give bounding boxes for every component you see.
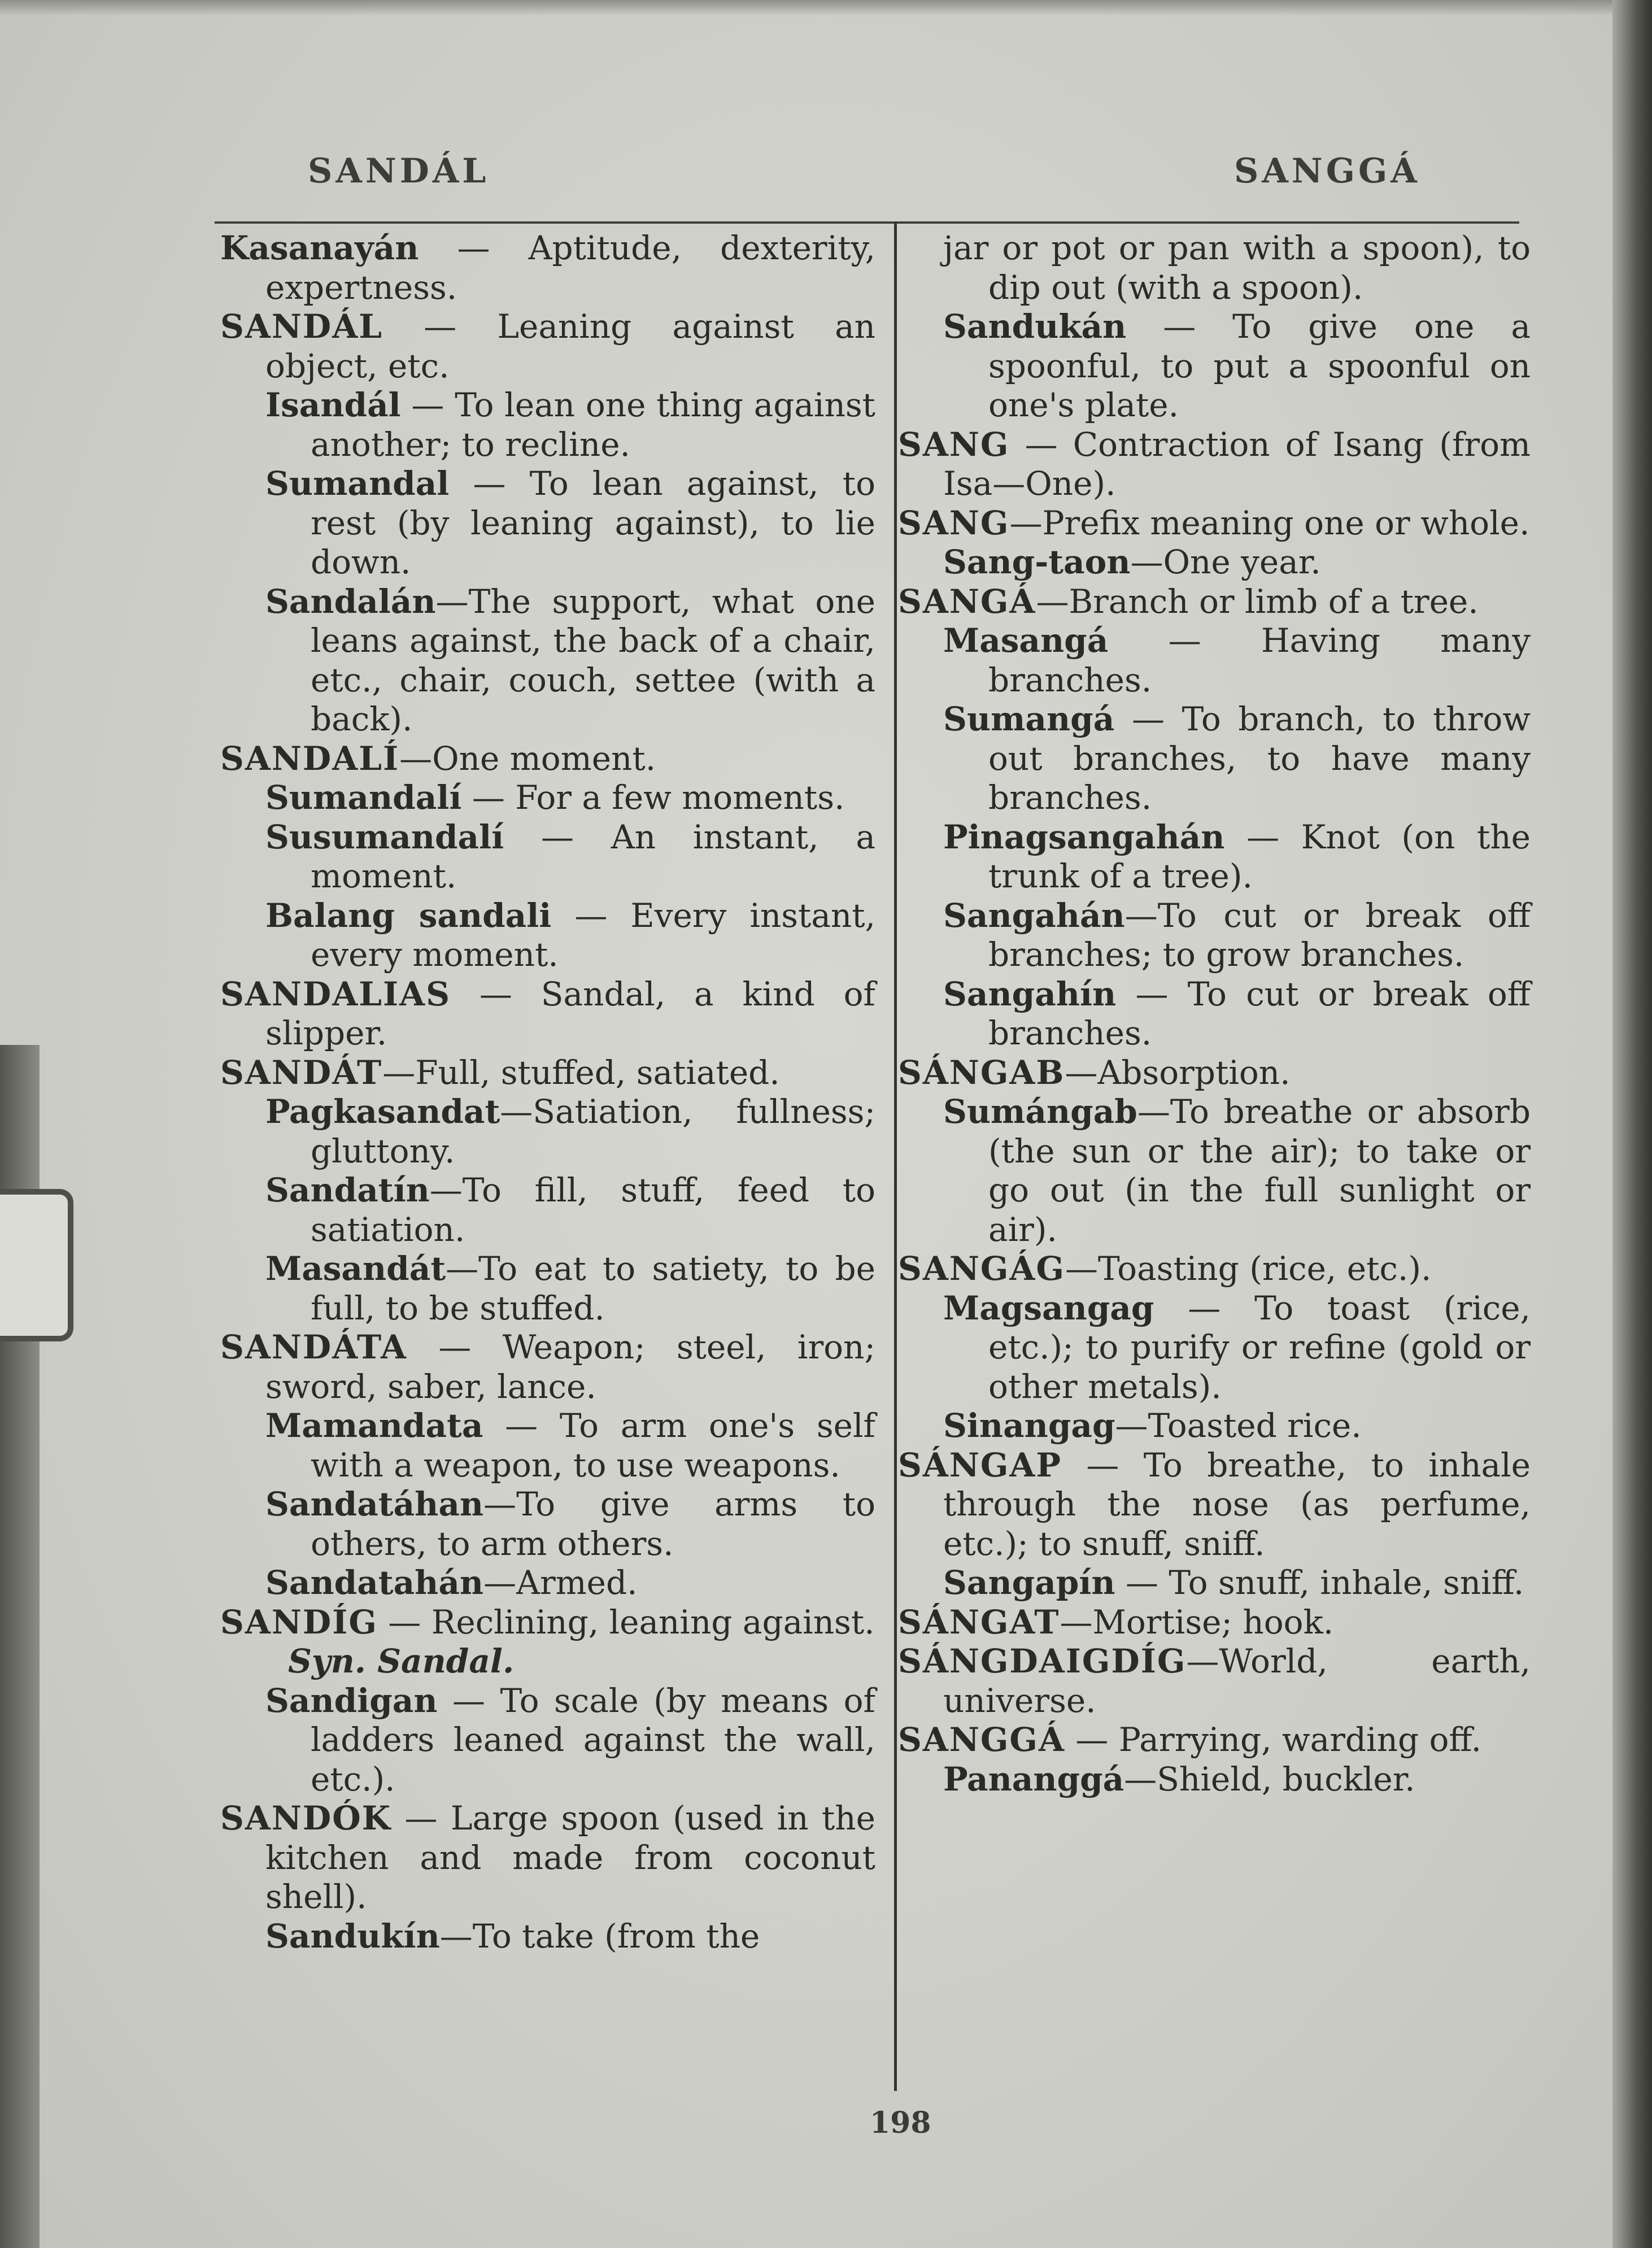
subentry-term: Masangá [943,621,1109,660]
definition: — Parrying, warding off. [1065,1720,1482,1759]
subentry-term: Kasanayán [220,229,419,267]
headword: SANGGÁ [898,1720,1065,1759]
headword-entry [898,504,1531,543]
definition: —To cut or break off branches; to grow branches. [988,896,1531,974]
page-tab-marker [0,1189,73,1341]
subentry-term: Balang sandali [265,896,552,935]
headword: SANDÍG [220,1602,378,1641]
subentry-term: Sandatahán [265,1563,484,1602]
dictionary-entry [943,1563,1531,1603]
headword: SANG [898,503,1010,542]
subentry-term: Sangapín [943,1563,1115,1602]
headword-entry [220,1053,875,1093]
definition: —World, earth, universe. [943,1642,1531,1720]
dictionary-entry [265,1681,875,1800]
subentry-term: Mamandata [265,1406,483,1445]
dictionary-entry [265,1406,875,1485]
dictionary-entry [265,386,875,464]
headword: SANGÁG [898,1249,1065,1288]
dictionary-entry [265,1563,875,1603]
subentry-term: Sumandalí [265,778,462,817]
headword-entry [220,1799,875,1917]
subentry-term: Sandatáhan [265,1485,484,1523]
definition: —To eat to satiety, to be full, to be stuffed. [311,1249,875,1327]
definition: — To give one a spoonful, to put a spoonful on one's plate. [988,307,1531,424]
definition: —Mortise; hook. [1060,1602,1334,1641]
subentry-term: Sandukán [943,307,1127,346]
definition: — To cut or break off branches. [988,974,1531,1052]
definition: — Contraction of Isang (from Isa—One). [943,425,1531,503]
subentry-term: Masandát [265,1249,446,1288]
definition: —To breathe or absorb (the sun or the air); to take or go out (in the full sunlight or air). [988,1092,1531,1249]
headword: SANDÓK [220,1799,392,1837]
left-column [220,229,875,1956]
right-column [898,229,1531,1799]
subentry-term: Sinangag [943,1406,1115,1445]
dictionary-entry [943,818,1531,896]
definition: —Full, stuffed, satiated. [382,1053,780,1092]
subentry-term: Sumangá [943,700,1115,738]
headword: SÁNGAT [898,1602,1060,1641]
column-divider [894,221,897,2091]
headword-entry [220,1603,875,1643]
definition: —Branch or limb of a tree. [1036,582,1479,621]
headword-entry [898,1446,1531,1564]
headword: SÁNGAP [898,1445,1062,1484]
headword: SÁNGAB [898,1053,1065,1092]
dictionary-entry [265,818,875,896]
subentry-term: Sumandal [265,464,450,503]
dictionary-entry [288,1642,875,1681]
subentry-term: Pinagsangahán [943,817,1225,856]
headword: SANDALIAS [220,974,451,1013]
headword: SANDALÍ [220,739,400,778]
headword-entry [898,1720,1531,1760]
dictionary-entry [943,1760,1531,1800]
definition: —To fill, stuff, feed to satiation. [311,1171,875,1249]
definition: — To scale (by means of ladders leaned against the wall, etc.). [311,1681,875,1798]
definition: —One moment. [399,739,656,778]
subentry-term: Isandál [265,386,401,424]
definition: —To give arms to others, to arm others. [311,1485,875,1563]
definition: — Large spoon (used in the kitchen and made from coconut shell). [265,1799,875,1916]
dictionary-entry [265,1171,875,1249]
definition: — To snuff, inhale, sniff. [1115,1563,1524,1602]
subentry-term: Sangahán [943,896,1125,935]
definition: —To take (from the [439,1916,760,1955]
definition: — For a few moments. [461,778,845,817]
dictionary-entry [220,229,875,307]
page-top-shadow [0,0,1652,16]
definition: —Armed. [483,1563,638,1602]
dictionary-entry [943,543,1531,582]
definition: — To branch, to throw out branches, to have many branches. [988,700,1531,817]
subentry-term: Sang-taon [943,543,1131,581]
dictionary-entry [265,896,875,975]
dictionary-entry [265,1249,875,1328]
subentry-term: Magsangag [943,1288,1154,1327]
definition: — Knot (on the trunk of a tree). [988,817,1531,895]
subentry-term: Sandatín [265,1171,430,1209]
definition: —Shield, buckler. [1124,1759,1415,1798]
headword: SÁNGDAIGDÍG [898,1642,1187,1680]
subentry-term: Susumandalí [265,817,504,856]
dictionary-entry [943,229,1531,307]
definition: — To toast (rice, etc.); to purify or refine (gold or other metals). [988,1288,1531,1406]
definition: — To lean one thing against another; to recline. [311,386,875,464]
definition: — Every instant, every moment. [311,896,875,974]
subentry-term: Syn. Sandal. [288,1642,515,1680]
dictionary-entry [265,1917,875,1957]
headword: SANDÁL [220,307,383,346]
definition: — Having many branches. [988,621,1531,699]
definition: — Reclining, leaning against. [377,1602,875,1641]
headword-entry [898,1249,1531,1289]
headword: SANDÁT [220,1053,383,1092]
subentry-term: Sandalán [265,582,436,621]
headword-entry [220,975,875,1053]
headword-entry [220,739,875,779]
headword-entry [898,425,1531,504]
subentry-term: Sandigan [265,1681,438,1720]
dictionary-entry [265,1485,875,1563]
headword-entry [898,1053,1531,1093]
headword-entry [220,307,875,386]
headword-entry [898,1603,1531,1643]
running-header-right: SANGGÁ [1234,151,1420,191]
page-number: 198 [870,2106,931,2140]
definition: —Satiation, fullness; gluttony. [311,1092,875,1170]
subentry-term: Sangahín [943,974,1117,1013]
definition: —Absorption. [1065,1053,1291,1092]
definition: — To breathe, to inhale through the nose (as perfume, etc.); to snuff, sniff. [943,1445,1531,1563]
dictionary-entry [943,1406,1531,1446]
headword-entry [898,1642,1531,1720]
definition: — Weapon; steel, iron; sword, saber, lance. [265,1328,875,1406]
headword-entry [898,582,1531,622]
dictionary-entry [943,1289,1531,1407]
definition: — To lean against, to rest (by leaning against), to lie down. [311,464,875,581]
subentry-term: Sumángab [943,1092,1137,1131]
headword: SANG [898,425,1010,464]
headword: SANGÁ [898,582,1036,621]
definition: —One year. [1130,543,1321,581]
dictionary-entry [943,621,1531,700]
subentry-term: Pananggá [943,1759,1124,1798]
dictionary-entry [943,975,1531,1053]
definition: — Sandal, a kind of slipper. [265,974,875,1052]
dictionary-entry [265,464,875,582]
header-rule [215,221,1519,224]
subentry-term: Pagkasandat [265,1092,500,1131]
definition: —Toasted rice. [1115,1406,1362,1445]
dictionary-entry [943,1092,1531,1249]
headword: SANDÁTA [220,1328,408,1366]
definition: —The support, what one leans against, the back of a chair, etc., chair, couch, settee (with a back). [311,582,875,738]
headword-entry [220,1328,875,1406]
dictionary-entry [943,700,1531,818]
dictionary-entry [265,582,875,739]
definition: —Prefix meaning one or whole. [1009,503,1530,542]
definition: — To arm one's self with a weapon, to use weapons. [311,1406,875,1484]
subentry-term: Sandukín [265,1916,440,1955]
dictionary-entry [943,896,1531,975]
book-spine [1612,0,1652,2248]
dictionary-entry [265,778,875,818]
definition: —Toasting (rice, etc.). [1065,1249,1432,1288]
dictionary-entry [265,1092,875,1171]
definition: — Aptitude, dexterity, expertness. [265,229,875,307]
definition: — Leaning against an object, etc. [265,307,875,385]
dictionary-entry [943,307,1531,425]
definition: jar or pot or pan with a spoon), to dip out (with a spoon). [943,229,1531,307]
definition: — An instant, a moment. [311,817,875,895]
running-header-left: SANDÁL [308,151,490,191]
